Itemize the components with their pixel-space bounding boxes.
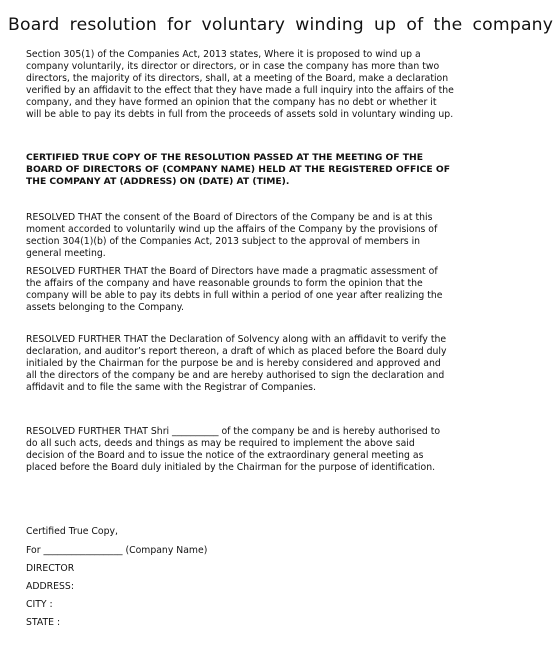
document-title: Board resolution for voluntary winding up of the company [8, 15, 553, 35]
resolution-paragraph-1: RESOLVED THAT the consent of the Board of Directors of the Company be and is at this moment accorded to voluntarily wind up the affairs of the Company by the provisions of section 304(1)(b) of the Companies Act, 2013 subject to the approval of members in general meeting. [26, 212, 438, 259]
resolution-paragraph-4: RESOLVED FURTHER THAT Shri __________ of the company be and is hereby authorised to do all such acts, deeds and things as may be required to implement the above said decision of the Board and to issue the notice of the extraordinary general meeting as placed before the Board duly initialed by the Chairman for the purpose of identification. [26, 426, 441, 473]
resolution-paragraph-2: RESOLVED FURTHER THAT the Board of Directors have made a pragmatic assessment of the affairs of the company and have reasonable grounds to form the opinion that the company will be able to pay its debts in full within a period of one year after realizing the assets belonging to the Company. [26, 266, 443, 313]
city-label: CITY : [26, 599, 53, 610]
for-company-line: For _________________ (Company Name) [26, 545, 208, 556]
resolution-paragraph-3: RESOLVED FURTHER THAT the Declaration of Solvency along with an affidavit to verify the declaration, and auditor’s report thereon, a draft of which as placed before the Board duly initialed by the Chairman for the purpose be and is hereby considered and approved and all the directors of the company be and are hereby authorised to sign the declaration and affidavit and to file the same with the Registrar of Companies. [26, 334, 447, 393]
resolution-heading: CERTIFIED TRUE COPY OF THE RESOLUTION PASSED AT THE MEETING OF THE BOARD OF DIRECTORS OF (COMPANY NAME) HELD AT THE REGISTERED OFFICE OF THE COMPANY AT (ADDRESS) ON (DATE) AT (TIME). [26, 152, 450, 187]
director-label: DIRECTOR [26, 563, 75, 574]
address-label: ADDRESS: [26, 581, 74, 592]
intro-paragraph: Section 305(1) of the Companies Act, 2013 states, Where it is proposed to wind up a company voluntarily, its director or directors, or in case the company has more than two directors, the majority of its directors, shall, at a meeting of the Board, make a declaration verified by an affidavit to the effect that they have made a full inquiry into the affairs of the company, and they have formed an opinion that the company has no debt or whether it will be able to pay its debts in full from the proceeds of assets sold in voluntary winding up. [26, 49, 454, 120]
certified-true-copy: Certified True Copy, [26, 526, 118, 537]
state-label: STATE : [26, 617, 61, 628]
